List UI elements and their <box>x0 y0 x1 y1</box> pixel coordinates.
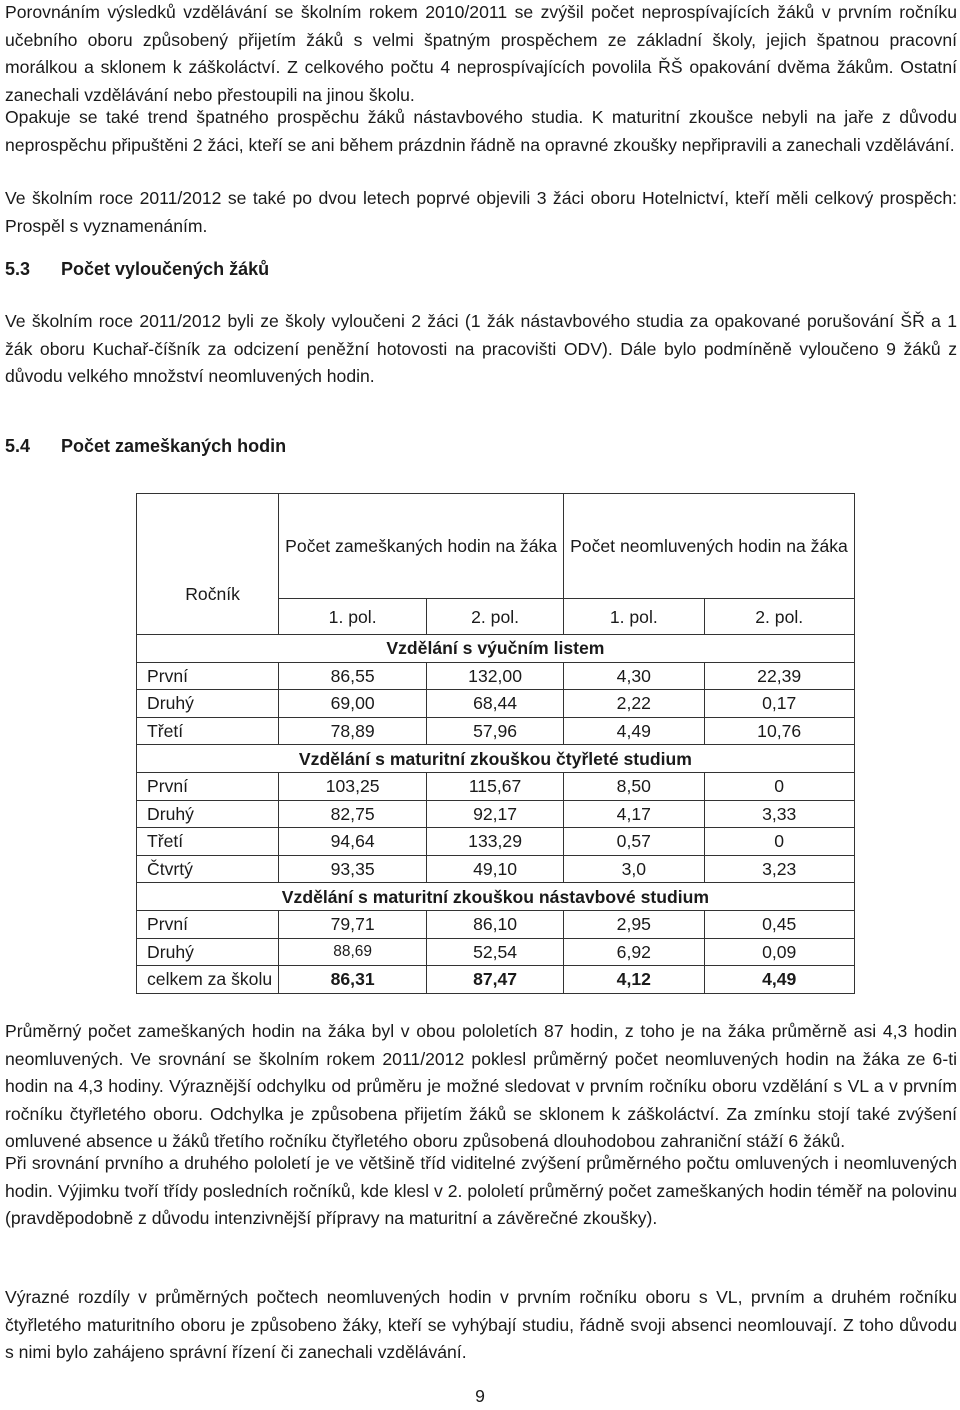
row-label: První <box>137 910 279 938</box>
value-cell: 2,22 <box>564 690 704 718</box>
section-5-3-heading <box>5 256 269 282</box>
value-cell: 8,50 <box>564 772 704 800</box>
missed-hours-table <box>136 493 855 994</box>
value-cell: 6,92 <box>564 938 704 966</box>
value-cell: 115,67 <box>427 772 564 800</box>
subheader-cell: 2. pol. <box>704 599 854 635</box>
value-cell: 3,33 <box>704 800 854 828</box>
value-cell: 4,30 <box>564 662 704 690</box>
intro-paragraph-3: Ve školním roce 2011/2012 se také po dvou letech poprvé objevili 3 žáci oboru Hotelnictví, kteří měli celkový prospěch: Prospěl s vyznamenáním. <box>5 188 957 236</box>
row-label: Třetí <box>137 717 279 745</box>
value-cell: 93,35 <box>279 855 427 883</box>
header-unexcused-hours: Počet neomluvených hodin na žáka <box>564 494 855 599</box>
row-label: První <box>137 662 279 690</box>
header-rocnik: Ročník <box>137 494 279 635</box>
section-row <box>137 745 855 773</box>
value-cell: 10,76 <box>704 717 854 745</box>
section-title-cell: Vzdělání s výučním listem <box>137 635 855 663</box>
value-cell: 0,57 <box>564 828 704 856</box>
table-row <box>137 938 855 966</box>
value-cell: 82,75 <box>279 800 427 828</box>
row-label: Třetí <box>137 828 279 856</box>
total-label: celkem za školu <box>137 966 279 994</box>
row-label: První <box>137 772 279 800</box>
table-row <box>137 717 855 745</box>
value-cell: 133,29 <box>427 828 564 856</box>
intro-paragraph-2: Opakuje se také trend špatného prospěchu žáků nástavbového studia. K maturitní zkoušce nebyli na jaře z důvodu neprospěchu připuštěni 2 žáci, kteří se ani během prázdnin řádně na opravné zkoušky nepřipravili a zanechali vzdělávání. <box>5 107 957 155</box>
table-row <box>137 772 855 800</box>
section-title: Počet vyloučených žáků <box>61 259 270 279</box>
total-value-cell: 86,31 <box>279 966 427 994</box>
table-row <box>137 910 855 938</box>
value-cell: 92,17 <box>427 800 564 828</box>
section-title: Počet zameškaných hodin <box>61 436 287 456</box>
value-cell: 4,17 <box>564 800 704 828</box>
row-label: Druhý <box>137 800 279 828</box>
total-value-cell: 4,49 <box>704 966 854 994</box>
row-label: Čtvrtý <box>137 855 279 883</box>
value-cell: 79,71 <box>279 910 427 938</box>
subheader-cell: 1. pol. <box>564 599 704 635</box>
table-row <box>137 662 855 690</box>
value-cell: 49,10 <box>427 855 564 883</box>
subheader-cell: 1. pol. <box>279 599 427 635</box>
value-cell: 0,45 <box>704 910 854 938</box>
value-cell: 0 <box>704 828 854 856</box>
value-cell: 3,0 <box>564 855 704 883</box>
section-number: 5.3 <box>5 259 31 279</box>
section-row <box>137 635 855 663</box>
value-cell: 57,96 <box>427 717 564 745</box>
table-header-row <box>137 494 855 599</box>
value-cell: 94,64 <box>279 828 427 856</box>
outro-paragraph-3: Výrazné rozdíly v průměrných počtech neomluvených hodin v prvním ročníku oboru s VL, prvním a druhém ročníku čtyřletého maturitního oboru je způsobeno žáky, kteří se vyhýbají studiu, řádně svoji absenci neomlouvají. Z toho důvodu s nimi bylo zahájeno správní řízení či zanechali vzdělávání. <box>5 1287 957 1363</box>
total-value-cell: 4,12 <box>564 966 704 994</box>
value-cell: 78,89 <box>279 717 427 745</box>
table-total-row <box>137 966 855 994</box>
section-5-4-heading <box>5 433 286 459</box>
value-cell: 22,39 <box>704 662 854 690</box>
value-cell: 4,49 <box>564 717 704 745</box>
value-cell: 68,44 <box>427 690 564 718</box>
intro-paragraph-1: Porovnáním výsledků vzdělávání se školním rokem 2010/2011 se zvýšil počet neprospívajících žáků v prvním ročníku učebního oboru způsobený přijetím žáků s velmi špatným prospěchem ze základní školy, jejich špatnou pracovní morálkou a sklonem k záškoláctví. Z celkového počtu 4 neprospívajících povolila ŘŠ opakování dvěma žákům. Ostatní zanechali vzdělávání nebo přestoupili na jinou školu. <box>5 2 957 105</box>
row-label: Druhý <box>137 690 279 718</box>
row-label: Druhý <box>137 938 279 966</box>
outro-paragraph-1: Průměrný počet zameškaných hodin na žáka byl v obou pololetích 87 hodin, z toho je na žáka průměrně asi 4,3 hodin neomluvených. Ve srovnání se školním rokem 2011/2012 poklesl průměrný počet neomluvených hodin na žáka ze 6-ti hodin na 4,3 hodiny. Výraznější odchylku od průměru je možné sledovat v prvním ročníku oboru vzdělání s VL a v prvním ročníku čtyřletého oboru. Odchylka je způsobena přijetím žáků se sklonem k záškoláctví. Za zmínku stojí také zvýšení omluvené absence u žáků třetího ročníku čtyřletého oboru způsobená dlouhodobou zahraniční stáží 6 žáků. <box>5 1021 957 1152</box>
section-number: 5.4 <box>5 436 31 456</box>
table-row <box>137 800 855 828</box>
value-cell: 52,54 <box>427 938 564 966</box>
value-cell: 69,00 <box>279 690 427 718</box>
section-row <box>137 883 855 911</box>
total-value-cell: 87,47 <box>427 966 564 994</box>
outro-paragraph-2: Při srovnání prvního a druhého pololetí je ve většině tříd viditelné zvýšení průměrného počtu omluvených i neomluvených hodin. Výjimku tvoří třídy posledních ročníků, kde klesl v 2. pololetí průměrný počet zameškaných hodin téměř na polovinu (pravděpodobně z důvodu intenzivnější přípravy na maturitní a závěrečné zkoušky). <box>5 1153 957 1229</box>
value-cell: 86,55 <box>279 662 427 690</box>
value-cell: 103,25 <box>279 772 427 800</box>
section-title-cell: Vzdělání s maturitní zkouškou čtyřleté studium <box>137 745 855 773</box>
table-row <box>137 855 855 883</box>
value-cell: 0,09 <box>704 938 854 966</box>
header-missed-hours: Počet zameškaných hodin na žáka <box>279 494 564 599</box>
table-row <box>137 690 855 718</box>
page-number: 9 <box>475 1386 485 1406</box>
value-cell: 88,69 <box>279 938 427 966</box>
value-cell: 132,00 <box>427 662 564 690</box>
value-cell: 0 <box>704 772 854 800</box>
table-row <box>137 828 855 856</box>
value-cell: 0,17 <box>704 690 854 718</box>
subheader-cell: 2. pol. <box>427 599 564 635</box>
value-cell: 86,10 <box>427 910 564 938</box>
value-cell: 2,95 <box>564 910 704 938</box>
section-5-3-text: Ve školním roce 2011/2012 byli ze školy vyloučeni 2 žáci (1 žák nástavbového studia za opakované porušování ŠŘ a 1 žák oboru Kuchař-číšník za odcizení peněžní hotovosti na pracovišti ODV). Dále bylo podmíněně vyloučeno 9 žáků z důvodu velkého množství neomluvených hodin. <box>5 311 957 387</box>
value-cell: 3,23 <box>704 855 854 883</box>
section-title-cell: Vzdělání s maturitní zkouškou nástavbové studium <box>137 883 855 911</box>
